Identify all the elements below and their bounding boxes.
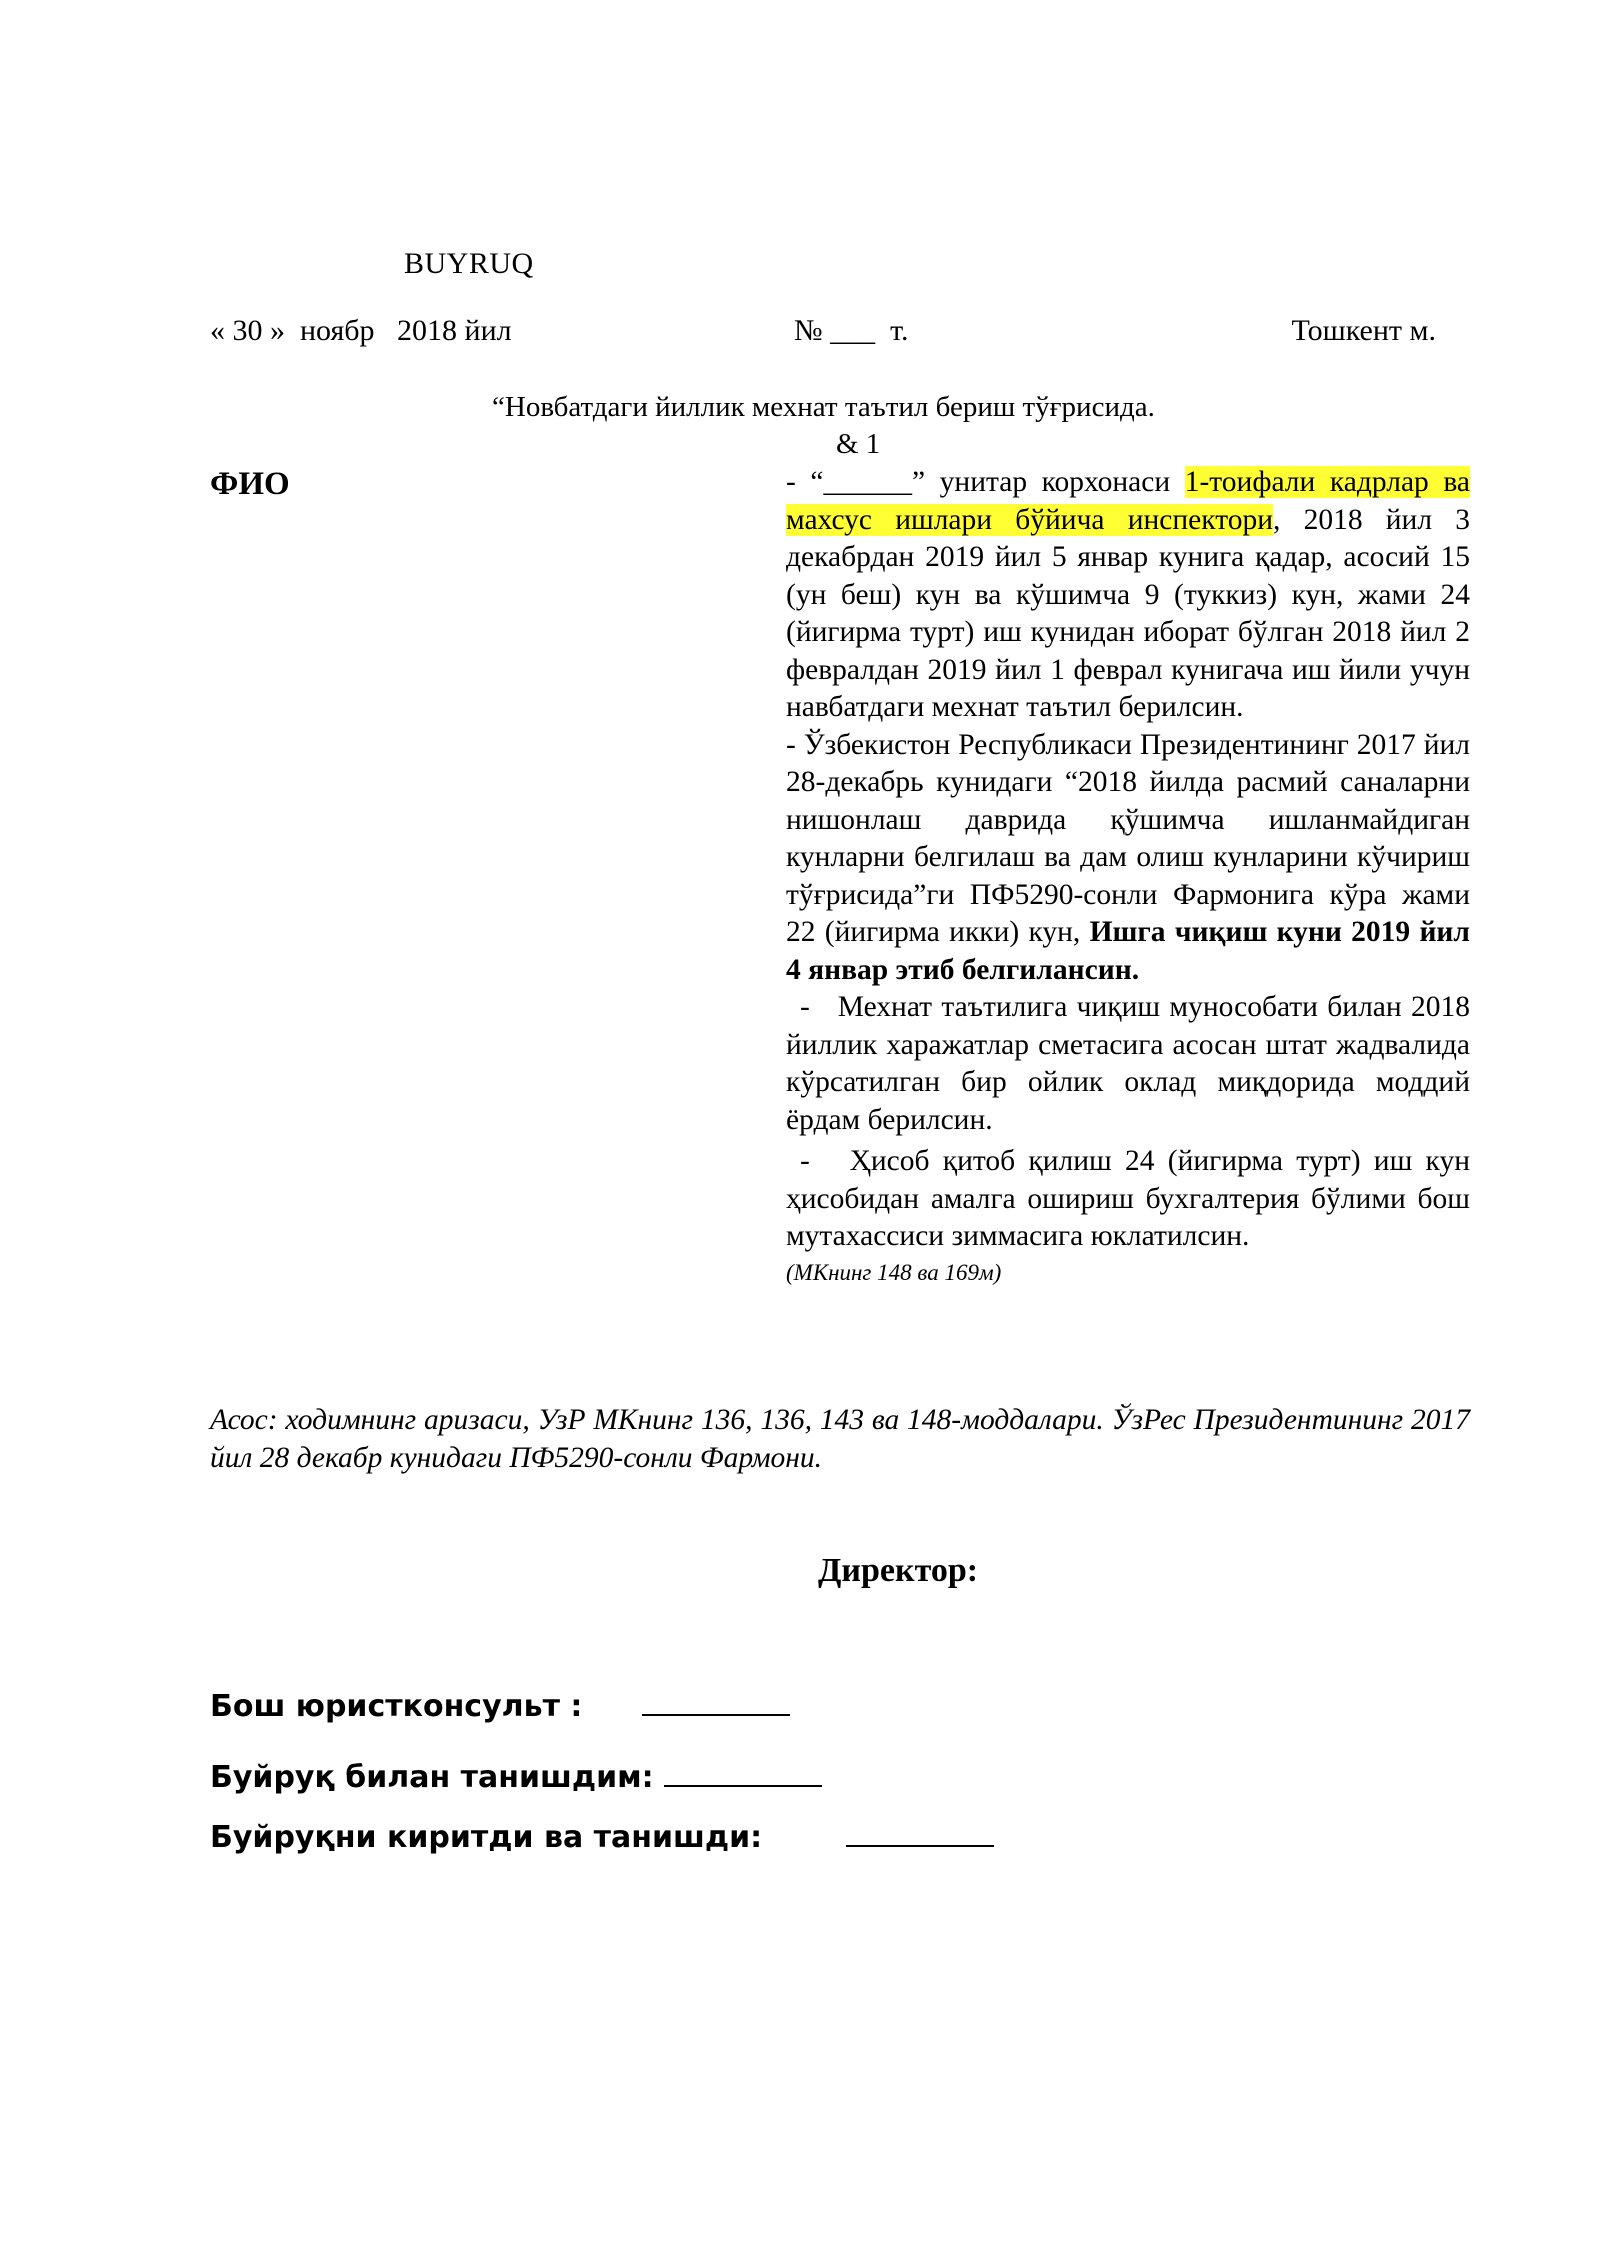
signature-acquainted: [210, 1757, 822, 1795]
item-dash: -: [800, 1145, 850, 1177]
order-date: « 30 » ноябр 2018 йил: [210, 314, 512, 347]
item-text: Ҳисоб қитоб қилиш 24 (йигирма турт) иш кун ҳисобидан амалга ошириш бухгалтерия бўлими бош мутахассиси зиммасига юклатилсин.: [786, 1145, 1470, 1252]
order-place: Тошкент м.: [1291, 314, 1436, 347]
highlighted-position: 1-тоифали кадрлар ва махсус ишлари бўйича инспектори: [786, 466, 1471, 536]
fio-label: ФИО: [210, 466, 290, 502]
order-number: № ___ т.: [794, 314, 909, 347]
order-item-decree: [786, 727, 1470, 990]
signature-line[interactable]: [846, 1817, 994, 1847]
item-dash: -: [800, 991, 838, 1023]
document-title: BUYRUQ: [404, 247, 534, 280]
signature-legal: [210, 1686, 790, 1724]
order-item-accounting: [786, 1143, 1470, 1256]
section-number: & 1: [836, 428, 881, 460]
signature-label: Буйруқни киритди ва танишди:: [210, 1820, 763, 1855]
return-date-text: Ишга чиқиш куни 2019 йил 4 январ этиб белгилансин.: [786, 916, 1470, 986]
signature-label: Бош юристконсульт :: [210, 1689, 583, 1724]
signature-line[interactable]: [664, 1757, 822, 1787]
order-body: [786, 464, 1470, 1288]
item-text: - Ўзбекистон Республикаси Президентининг 2017 йил 28-декабрь кунидаги “2018 йилда расмий саналарни нишонлаш даврида қўшимча ишланмайдиган кунларни белгилаш ва дам олиш кунларини кўчириш тўғрисида”ги ПФ5290-сонли Фармонига кўра жами 22 (йигирма икки) кун,: [786, 728, 1470, 948]
order-item-leave: [786, 464, 1470, 727]
item-text: , 2018 йил 3 декабрдан 2019 йил 5 январ кунига қадар, асосий 15 (ун беш) кун ва кўшимча 9 (туккиз) кун, жами 24 (йигирма турт) иш кунидан иборат бўлган 2018 йил 2 февралдан 2019 йил 1 феврал кунигача иш йили учун навбатдаги мехнат таътил берилсин.: [786, 503, 1470, 723]
item-text: - “______” унитар корхонаси: [786, 466, 1185, 498]
item-text: Мехнат таътилига чиқиш мунособати билан 2018 йиллик харажатлар сметасига асосан штат жадвалида кўрсатилган бир ойлик оклад миқдорида моддий ёрдам берилсин.: [786, 991, 1470, 1136]
signature-line[interactable]: [642, 1686, 790, 1716]
header-row: [210, 314, 1436, 350]
order-subject: “Новбатдаги йиллик мехнат таътил бериш тўғрисида.: [492, 391, 1155, 423]
director-label: Директор:: [818, 1552, 979, 1589]
signature-entered: [210, 1817, 994, 1855]
signature-label: Буйруқ билан танишдим:: [210, 1760, 665, 1795]
basis-text: Асос: ходимнинг аризаси, УзР МКнинг 136, 136, 143 ва 148-моддалари. ЎзРес Президентининг 2017 йил 28 декабр кунидаги ПФ5290-сонли Фармони.: [210, 1404, 1470, 1474]
order-item-aid: [786, 989, 1470, 1139]
reference-note: (МКнинг 148 ва 169м): [786, 1259, 1002, 1285]
